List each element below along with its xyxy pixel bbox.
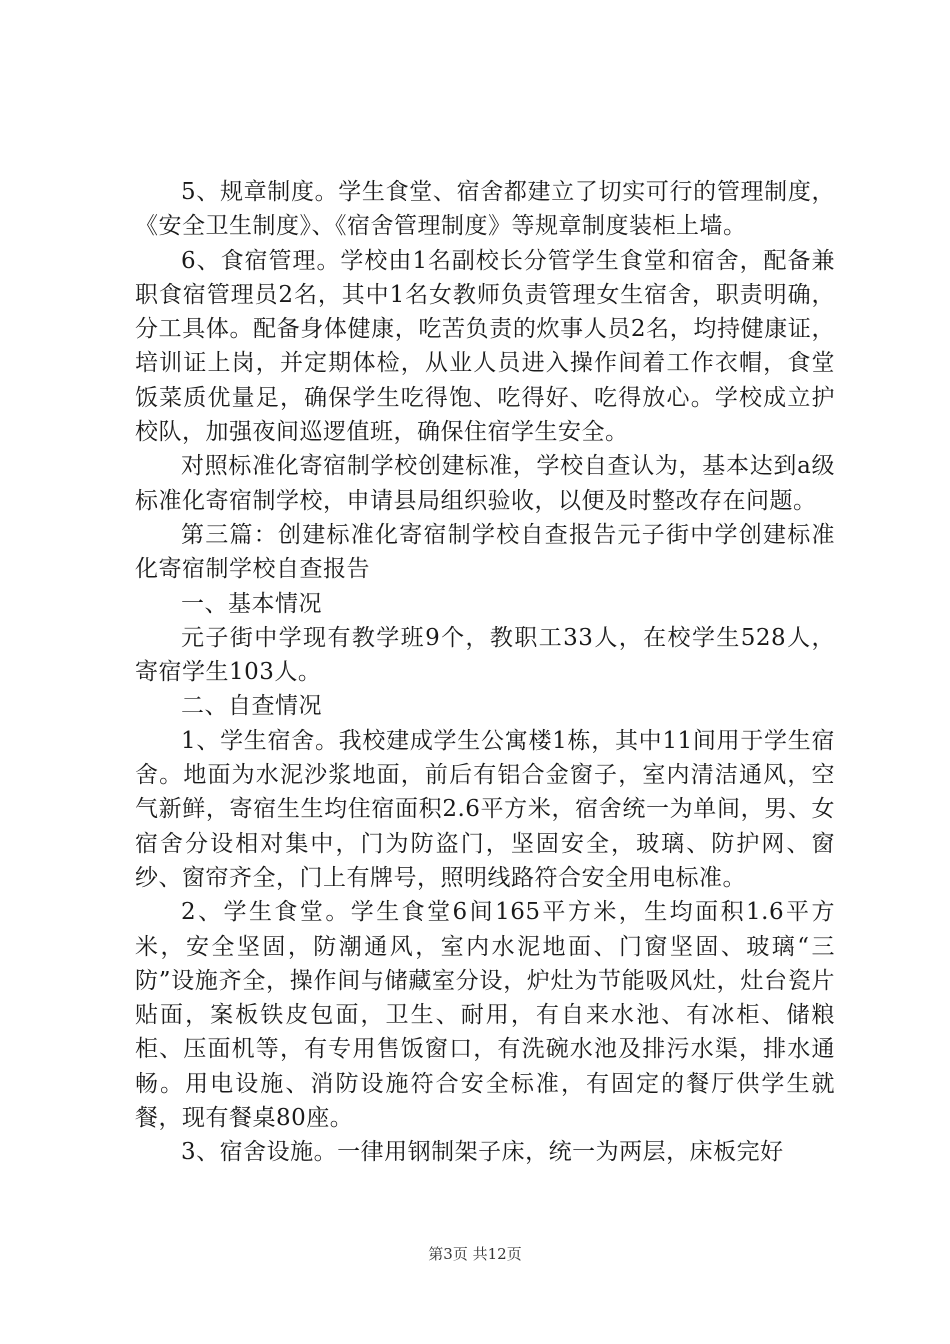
document-body <box>135 175 835 1170</box>
paragraph-canteen: 2、学生食堂。学生食堂6间165平方米，生均面积1.6平方米，安全坚固，防潮通风，室内水泥地面、门窗坚固、玻璃“三防”设施齐全，操作间与储藏室分设，炉灶为节能吸风灶，灶台瓷片贴面，案板铁皮包面，卫生、耐用，有自来水池、有冰柜、储粮柜、压面机等，有专用售饭窗口，有洗碗水池及排污水渠，排水通畅。用电设施、消防设施符合安全标准，有固定的餐厅供学生就餐，现有餐桌80座。 <box>135 899 835 1132</box>
heading-self-check-situation: 二、自查情况 <box>181 693 322 720</box>
paragraph-rules: 5、规章制度。学生食堂、宿舍都建立了切实可行的管理制度，《安全卫生制度》、《宿舍管理制度》等规章制度装柜上墙。 <box>135 179 835 240</box>
page-number-footer: 第3页 共12页 <box>428 1245 522 1263</box>
paragraph-boarding-management: 6、食宿管理。学校由1名副校长分管学生食堂和宿舍，配备兼职食宿管理员2名，其中1名女教师负责管理女生宿舍，职责明确，分工具体。配备身体健康，吃苦负责的炊事人员2名，均持健康证，培训证上岗，并定期体检，从业人员进入操作间着工作衣帽，食堂饭菜质优量足，确保学生吃得饱、吃得好、吃得放心。学校成立护校队，加强夜间巡逻值班，确保住宿学生安全。 <box>135 247 835 446</box>
paragraph-dormitory-facilities: 3、宿舍设施。一律用钢制架子床，统一为两层，床板完好 <box>181 1139 784 1166</box>
section-title-part-three: 第三篇：创建标准化寄宿制学校自查报告元子街中学创建标准化寄宿制学校自查报告 <box>135 521 835 583</box>
paragraph-dormitory: 1、学生宿舍。我校建成学生公寓楼1栋，其中11间用于学生宿舍。地面为水泥沙浆地面，前后有铝合金窗子，室内清洁通风，空气新鲜，寄宿生生均住宿面积2.6平方米，宿舍统一为单间，男、女宿舍分设相对集中，门为防盗门，坚固安全，玻璃、防护网、窗纱、窗帘齐全，门上有牌号，照明线路符合安全用电标准。 <box>135 727 835 891</box>
paragraph-self-check-conclusion: 对照标准化寄宿制学校创建标准，学校自查认为，基本达到a级标准化寄宿制学校，申请县局组织验收，以便及时整改存在问题。 <box>135 453 835 514</box>
paragraph-basic-situation: 元子街中学现有教学班9个，教职工33人，在校学生528人，寄宿学生103人。 <box>135 624 835 686</box>
heading-basic-situation: 一、基本情况 <box>181 590 322 617</box>
